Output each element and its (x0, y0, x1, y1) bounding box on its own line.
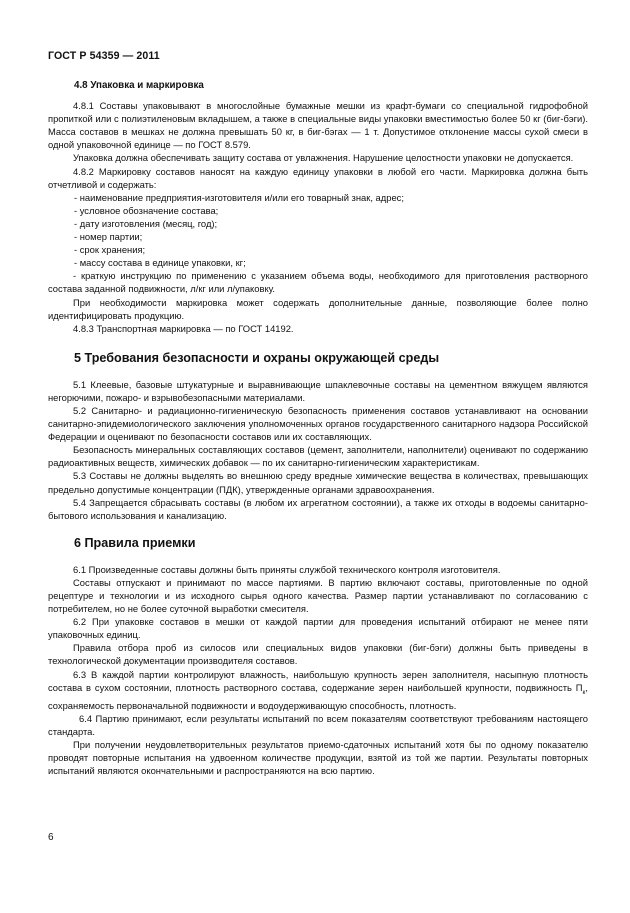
page-number: 6 (48, 832, 54, 843)
paragraph-5-1: 5.1 Клеевые, базовые штукатурные и выравнивающие шпаклевочные составы на цементном вяжущем являются негорючими, пожаро- и взрывобезопасными материалами. (48, 378, 588, 403)
paragraph-6-1: 6.1 Произведенные составы должны быть приняты службой технического контроля изготовителя. (73, 563, 501, 575)
list-item: - дату изготовления (месяц, год); (74, 217, 218, 229)
list-item: - номер партии; (74, 231, 143, 243)
list-item: - наименование предприятия-изготовителя и/или его товарный знак, адрес; (74, 191, 404, 203)
section-5-heading: 5 Требования безопасности и охраны окружающей среды (74, 350, 440, 365)
document-header: ГОСТ Р 54359 — 2011 (48, 50, 160, 62)
paragraph-additional-data: При необходимости маркировка может содержать дополнительные данные, позволяющие более полно идентифицировать продукцию. (48, 296, 588, 321)
list-item: - краткую инструкцию по применению с указанием объема воды, необходимого для приготовления растворного состава заданной подвижности, л/кг или л/упаковку. (48, 270, 588, 295)
list-item: - условное обозначение состава; (74, 204, 219, 216)
section-4-8-heading: 4.8 Упаковка и маркировка (74, 80, 204, 91)
paragraph-5-4: 5.4 Запрещается сбрасывать составы (в любом их агрегатном состоянии), а также их отходы в водоемы санитарно-бытового использования и канализацию. (48, 496, 588, 521)
paragraph-6-3-text: 6.3 В каждой партии контролируют влажность, наибольшую крупность зерен заполнителя, насыпную плотность состава в сухом состоянии, плотность растворного состава, содержание зерен наибольшей крупности, подвижность П (48, 668, 588, 693)
paragraph-mineral-safety: Безопасность минеральных составляющих составов (цемент, заполнители, наполнители) оценивают по содержанию радиоактивных веществ, химических добавок — по их санитарно-гигиеническим характеристикам. (48, 444, 588, 469)
section-6-heading: 6 Правила приемки (74, 535, 196, 550)
paragraph-retest: При получении неудовлетворительных результатов приемо-сдаточных испытаний хотя бы по одному показателю проводят повторные испытания на удвоенном количестве продукции, взятой из той же партии. Результаты повторных испытаний являются окончательными и распространяются на всю партию. (48, 738, 588, 777)
paragraph-4-8-3: 4.8.3 Транспортная маркировка — по ГОСТ 14192. (73, 322, 294, 334)
paragraph-4-8-1: 4.8.1 Составы упаковывают в многослойные бумажные мешки из крафт-бумаги со специальной гидрофобной пропиткой или с полиэтиленовым вкладышем, а также в специальные виды упаковки вместимостью более 50 кг (биг-бэги). Масса составов в мешках не должна превышать 50 кг, в биг-бэгах — 1 т. Допустимое отклонение массы сухой смеси в одной упаковочной единице — по ГОСТ 8.579. (48, 100, 588, 151)
paragraph-6-2: 6.2 При упаковке составов в мешки от каждой партии для проведения испытаний отбирают не менее пяти упаковочных единиц. (48, 616, 588, 641)
list-item: - срок хранения; (74, 244, 146, 256)
paragraph-packaging-protection: Упаковка должна обеспечивать защиту состава от увлажнения. Нарушение целостности упаковки не допускается. (73, 152, 574, 164)
paragraph-6-3-rest: , сохраняемость первоначальной подвижности и водоудерживающую способность, плотность. (48, 681, 588, 711)
mobility-subscript: к (582, 688, 586, 696)
list-item: - массу состава в единице упаковки, кг; (74, 257, 246, 269)
paragraph-5-3: 5.3 Составы не должны выделять во внешнюю среду вредные химические вещества в количествах, превышающих предельно допустимые концентрации (ПДК), утвержденные органами здравоохранения. (48, 470, 588, 495)
paragraph-batches: Составы отпускают и принимают по массе партиями. В партию включают составы, приготовленные по одной рецептуре и технологии и из исходного сырья одного качества. Размер партии устанавливают по согласованию с потребителем, но не более суточной выработки смесителя. (48, 576, 588, 615)
paragraph-6-3 (48, 668, 588, 712)
document-body (48, 79, 588, 777)
paragraph-5-2: 5.2 Санитарно- и радиационно-гигиеническую безопасность применения составов устанавливают на основании санитарно-эпидемиологического заключения уполномоченных органов государственного санитарного надзора Российской Федерации и оценивают по безопасности составов или их составляющих. (48, 404, 588, 443)
paragraph-sampling-rules: Правила отбора проб из силосов или специальных видов упаковки (биг-бэги) должны быть приведены в технологической документации производителя составов. (48, 642, 588, 667)
paragraph-4-8-2: 4.8.2 Маркировку составов наносят на каждую единицу упаковки в любой его части. Маркировка должна быть отчетливой и содержать: (48, 165, 588, 190)
paragraph-6-4: 6.4 Партию принимают, если результаты испытаний по всем показателям соответствуют требованиям настоящего стандарта. (48, 712, 588, 737)
